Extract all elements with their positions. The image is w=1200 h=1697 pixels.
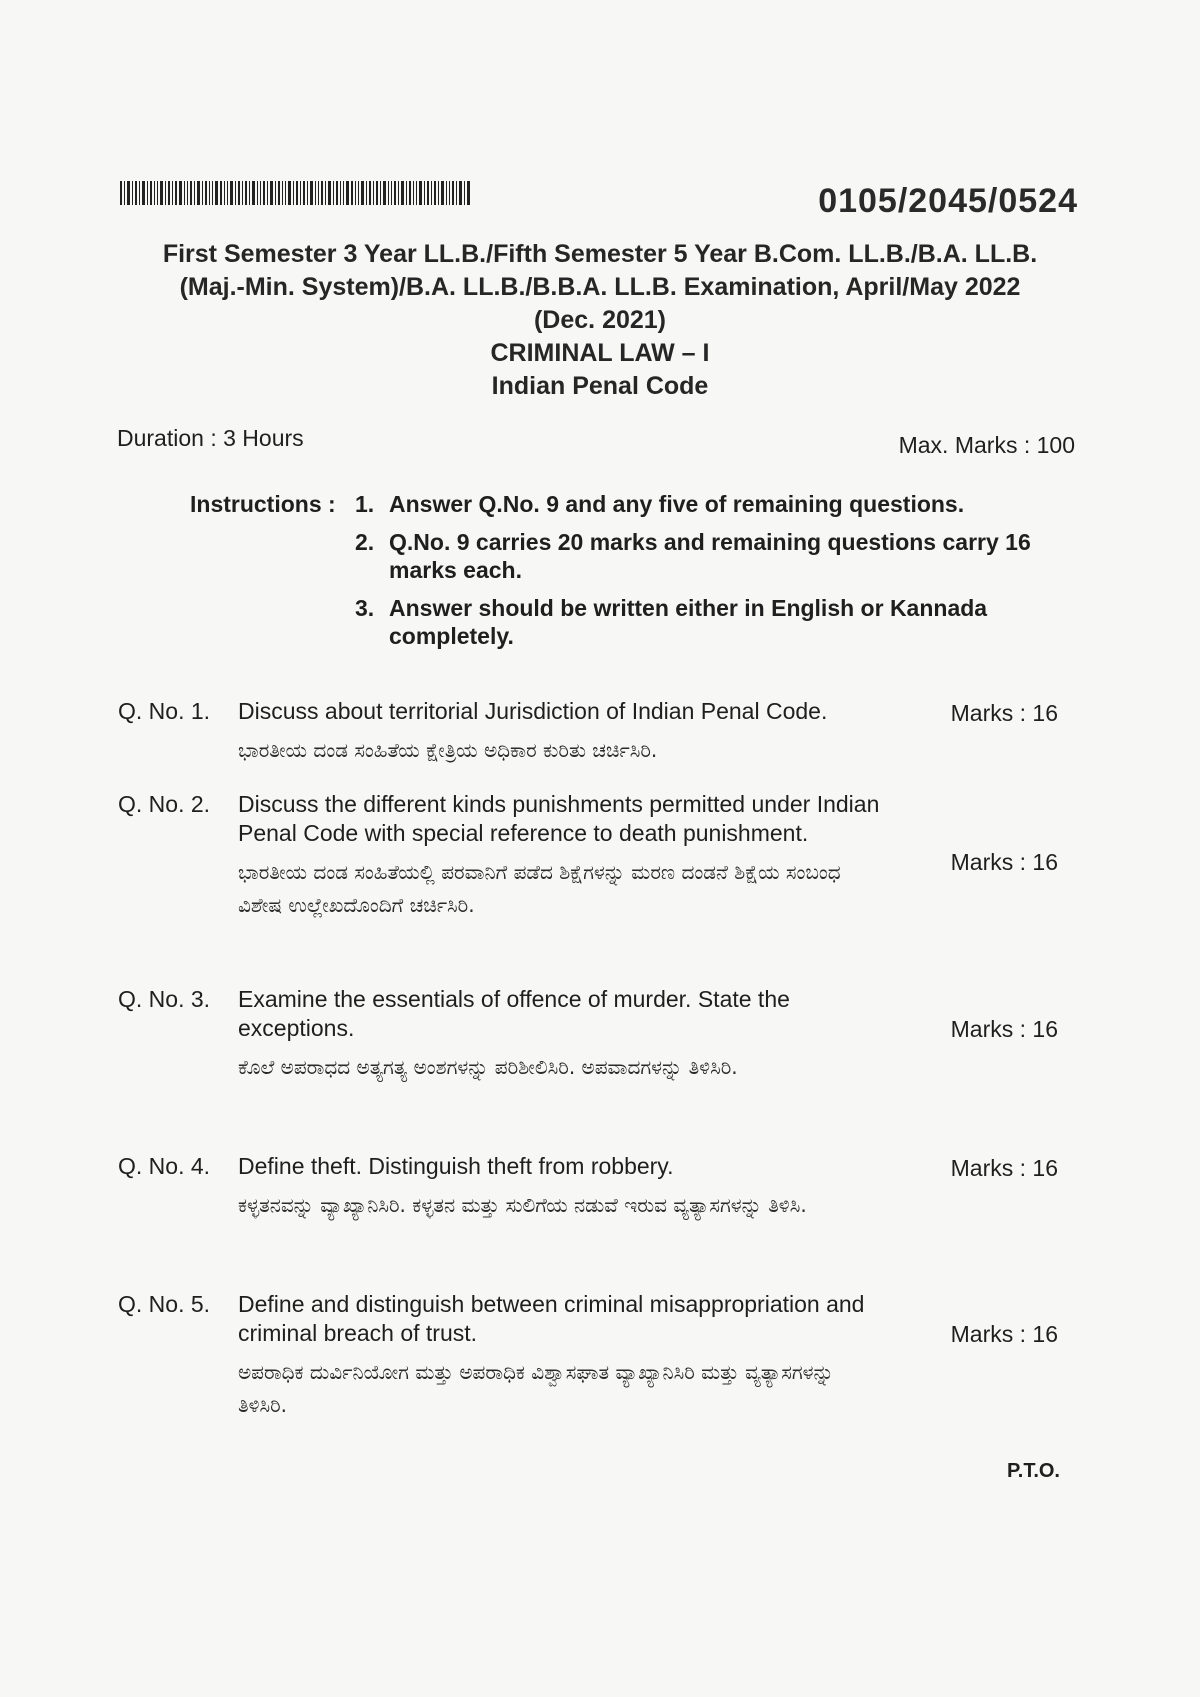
subject-subtitle: Indian Penal Code xyxy=(491,372,709,400)
question-text: Discuss the different kinds punishments permitted under Indian Penal Code with special reference to death punishment. xyxy=(238,791,880,846)
paper-code: 0105/2045/0524 xyxy=(818,182,1078,220)
question-text: Define theft. Distinguish theft from robbery. xyxy=(238,1153,674,1179)
instructions-lead: Instructions : xyxy=(190,491,336,517)
question-text-kannada: ಕಳ್ಳತನವನ್ನು ವ್ಯಾಖ್ಯಾನಿಸಿರಿ. ಕಳ್ಳತನ ಮತ್ತು ಸುಲಿಗೆಯ ನಡುವೆ ಇರುವ ವ್ಯತ್ಯಾಸಗಳನ್ನು ತಿಳಿಸಿ. xyxy=(238,1193,807,1217)
question-body xyxy=(238,1290,888,1422)
instruction-text: Q.No. 9 carries 20 marks and remaining questions carry 16 marks each. xyxy=(389,529,1031,583)
question-number: Q. No. 2. xyxy=(118,791,211,817)
question-number: Q. No. 1. xyxy=(118,698,211,724)
header-line-2: (Maj.-Min. System)/B.A. LL.B./B.B.A. LL.B. Examination, April/May 2022 xyxy=(179,273,1021,301)
header-line-3: (Dec. 2021) xyxy=(533,306,667,334)
question-text: Discuss about territorial Jurisdiction of Indian Penal Code. xyxy=(238,698,828,724)
question-body xyxy=(238,985,888,1084)
question-text-kannada: ಭಾರತೀಯ ದಂಡ ಸಂಹಿತೆಯಲ್ಲಿ ಪರವಾನಿಗೆ ಪಡೆದ ಶಿಕ್ಷೆಗಳನ್ನು ಮರಣ ದಂಡನೆ ಶಿಕ್ಷೆಯ ಸಂಬಂಧ ವಿಶೇಷ ಉಲ್ಲೇಖದೊಂದಿಗೆ ಚರ್ಚಿಸಿರಿ. xyxy=(238,860,841,917)
question-text-kannada: ಅಪರಾಧಿಕ ದುರ್ವಿನಿಯೋಗ ಮತ್ತು ಅಪರಾಧಿಕ ವಿಶ್ವಾಸಘಾತ ವ್ಯಾಖ್ಯಾನಿಸಿರಿ ಮತ್ತು ವ್ಯತ್ಯಾಸಗಳನ್ನು ತಿಳಿಸಿರಿ. xyxy=(238,1360,834,1417)
question-marks: Marks : 16 xyxy=(950,1321,1058,1347)
question-number: Q. No. 5. xyxy=(118,1291,211,1317)
question-marks: Marks : 16 xyxy=(950,700,1058,726)
question-number: Q. No. 4. xyxy=(118,1153,211,1179)
subject-title: CRIMINAL LAW – I xyxy=(490,339,710,367)
header-line-1: First Semester 3 Year LL.B./Fifth Semester 5 Year B.Com. LL.B./B.A. LL.B. xyxy=(162,240,1038,268)
question-text-kannada: ಭಾರತೀಯ ದಂಡ ಸಂಹಿತೆಯ ಕ್ಷೇತ್ರಿಯ ಅಧಿಕಾರ ಕುರಿತು ಚರ್ಚಿಸಿರಿ. xyxy=(238,738,658,762)
instruction-item xyxy=(355,528,1035,584)
question-body xyxy=(238,697,888,767)
question-text: Define and distinguish between criminal misappropriation and criminal breach of trust. xyxy=(238,1291,865,1346)
question-marks: Marks : 16 xyxy=(950,849,1058,875)
instruction-item xyxy=(355,490,1035,518)
exam-header xyxy=(100,238,1100,403)
question-text: Examine the essentials of offence of murder. State the exceptions. xyxy=(238,986,790,1041)
max-marks: Max. Marks : 100 xyxy=(898,432,1075,458)
page-turn-over: P.T.O. xyxy=(1007,1460,1060,1482)
instruction-item xyxy=(355,594,1035,650)
instruction-number: 1. xyxy=(355,491,375,517)
barcode xyxy=(120,181,470,205)
duration: Duration : 3 Hours xyxy=(117,425,304,451)
question-body xyxy=(238,1152,888,1222)
instruction-text: Answer Q.No. 9 and any five of remaining questions. xyxy=(389,491,965,517)
instruction-text: Answer should be written either in English or Kannada completely. xyxy=(389,595,988,649)
question-body xyxy=(238,790,888,922)
question-number: Q. No. 3. xyxy=(118,986,211,1012)
question-text-kannada: ಕೊಲೆ ಅಪರಾಧದ ಅತ್ಯಗತ್ಯ ಅಂಶಗಳನ್ನು ಪರಿಶೀಲಿಸಿರಿ. ಅಪವಾದಗಳನ್ನು ತಿಳಿಸಿರಿ. xyxy=(238,1055,738,1079)
question-marks: Marks : 16 xyxy=(950,1016,1058,1042)
instruction-number: 2. xyxy=(355,529,375,555)
question-marks: Marks : 16 xyxy=(950,1155,1058,1181)
instruction-number: 3. xyxy=(355,595,375,621)
